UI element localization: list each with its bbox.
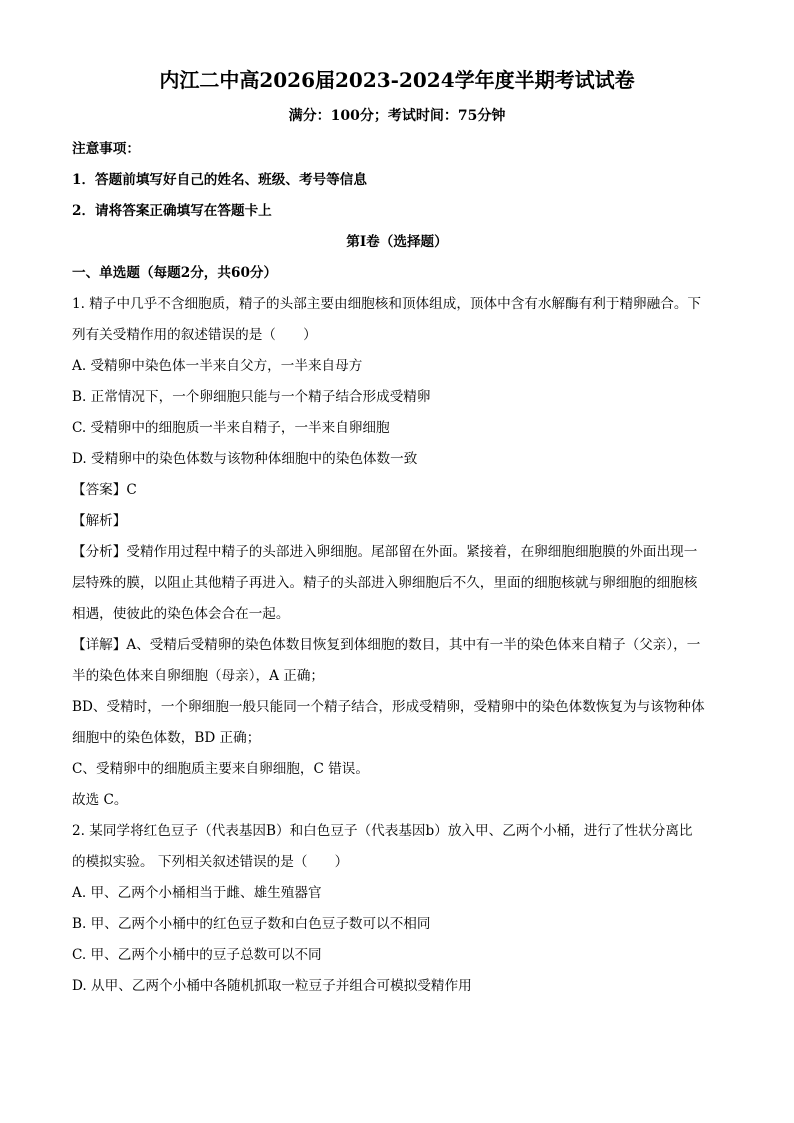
- question-stem: 2. 某同学将红色豆子（代表基因B）和白色豆子（代表基因b）放入甲、乙两个小桶，进行了性状分离比: [72, 823, 693, 839]
- analysis-heading: 【解析】: [72, 513, 127, 529]
- explanation-text: C、受精卵中的细胞质主要来自卵细胞，C 错误。: [72, 761, 369, 777]
- explanation-text: 故选 C。: [72, 792, 128, 808]
- explanation-text: BD、受精时，一个卵细胞一般只能同一个精子结合，形成受精卵，受精卵中的染色体数恢复为与该物种体: [72, 699, 705, 715]
- question-stem: 列有关受精作用的叙述错误的是（ ）: [72, 327, 317, 343]
- option-c: C. 受精卵中的细胞质一半来自精子，一半来自卵细胞: [72, 420, 390, 436]
- group-title: 一、单选题（每题2分，共60分）: [72, 265, 278, 281]
- option-a: A. 甲、乙两个小桶相当于雌、雄生殖器官: [72, 885, 322, 901]
- part-title: 第I卷（选择题）: [346, 234, 448, 250]
- analysis-text: 【分析】受精作用过程中精子的头部进入卵细胞。尾部留在外面。紧接着，在卵细胞细胞膜的外面出现一: [72, 544, 698, 560]
- analysis-text: 层特殊的膜，以阻止其他精子再进入。精子的头部进入卵细胞后不久，里面的细胞核就与卵细胞的细胞核: [72, 575, 698, 591]
- question-stem: 1. 精子中几乎不含细胞质，精子的头部主要由细胞核和顶体组成，顶体中含有水解酶有利于精卵融合。下: [72, 296, 702, 312]
- notice-heading: 注意事项：: [72, 141, 140, 157]
- answer-line: 【答案】C: [72, 482, 137, 498]
- option-b: B. 正常情况下，一个卵细胞只能与一个精子结合形成受精卵: [72, 389, 431, 405]
- option-c: C. 甲、乙两个小桶中的豆子总数可以不同: [72, 947, 322, 963]
- question-stem: 的模拟实验。 下列相关叙述错误的是（ ）: [72, 854, 349, 870]
- exam-title: 内江二中高2026届2023-2024学年度半期考试试卷: [159, 68, 635, 92]
- exam-page: [72, 62, 722, 1002]
- notice-item: 2．请将答案正确填写在答题卡上: [72, 203, 272, 219]
- option-b: B. 甲、乙两个小桶中的红色豆子数和白色豆子数可以不相同: [72, 916, 431, 932]
- notice-item: 1．答题前填写好自己的姓名、班级、考号等信息: [72, 172, 367, 188]
- question-2: [72, 816, 722, 1002]
- analysis-text: 相遇，使彼此的染色体会合在一起。: [72, 606, 290, 622]
- option-d: D. 受精卵中的染色体数与该物种体细胞中的染色体数一致: [72, 451, 418, 467]
- explanation-text: 【详解】A、受精后受精卵的染色体数目恢复到体细胞的数目，其中有一半的染色体来自精子（父亲），一: [72, 637, 701, 653]
- score-info: 满分：100分；考试时间：75分钟: [288, 108, 506, 124]
- explanation-text: 半的染色体来自卵细胞（母亲），A 正确；: [72, 668, 325, 684]
- option-a: A. 受精卵中染色体一半来自父方，一半来自母方: [72, 358, 363, 374]
- option-d: D. 从甲、乙两个小桶中各随机抓取一粒豆子并组合可模拟受精作用: [72, 978, 472, 994]
- explanation-text: 细胞中的染色体数，BD 正确；: [72, 730, 261, 746]
- question-1: [72, 289, 722, 816]
